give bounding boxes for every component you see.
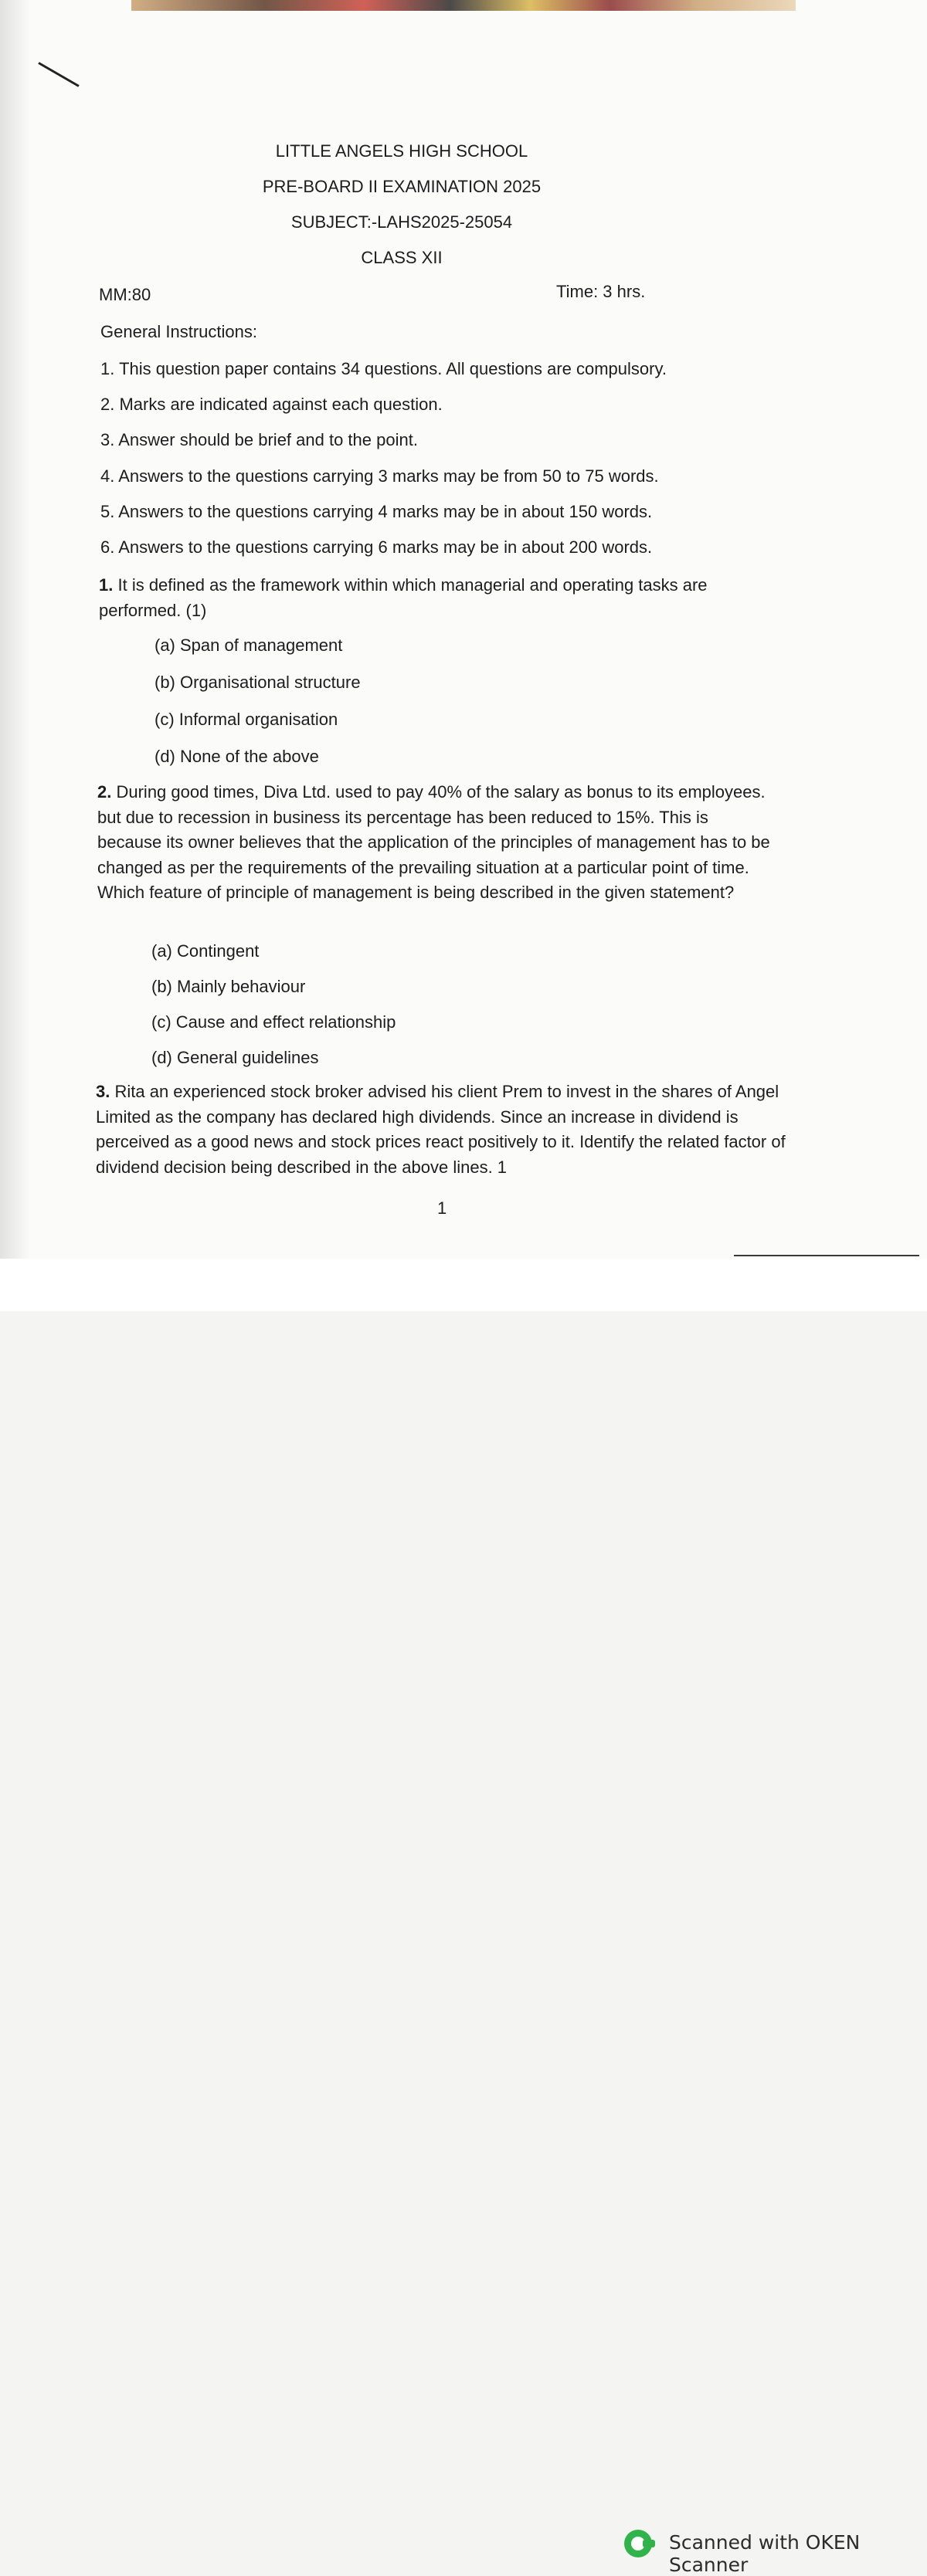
scanner-logo-icon [624,2530,652,2557]
option-c: (c) Informal organisation [154,710,338,729]
school-name: LITTLE ANGELS HIGH SCHOOL [275,141,528,161]
instruction-item: 5. Answers to the questions carrying 4 marks may be in about 150 words. [100,502,653,521]
option-a: (a) Span of management [154,636,343,655]
instruction-item: 4. Answers to the questions carrying 3 marks may be from 50 to 75 words. [100,466,659,486]
question-2 [97,780,777,906]
pen-mark [38,62,79,87]
question-number: 1. [99,575,114,595]
question-1 [99,573,779,623]
scanner-watermark-text: Scanned with OKEN Scanner [669,2531,861,2576]
option-b: (b) Organisational structure [154,673,361,692]
instruction-item: 6. Answers to the questions carrying 6 marks may be in about 200 words. [100,537,653,557]
option-d: (d) General guidelines [151,1048,319,1067]
instruction-item: 3. Answer should be brief and to the point. [100,430,418,449]
scanned-page [0,0,927,1259]
instructions-title: General Instructions: [100,322,257,341]
class-label: CLASS XII [361,248,443,267]
question-text: Rita an experienced stock broker advised his client Prem to invest in the shares of Angel Limited as the company has declared high dividends. Since an increase in dividend is perceived as a good news and stock prices react positively to it. Identify the related factor of dividend decision being described in the above lines. 1 [96,1082,786,1177]
option-c: (c) Cause and effect relationship [151,1012,396,1032]
question-3 [96,1080,791,1180]
question-number: 2. [97,782,112,802]
instruction-item: 2. Marks are indicated against each question. [100,395,443,414]
subject-code: SUBJECT:-LAHS2025-25054 [290,212,513,232]
exam-time: Time: 3 hrs. [556,282,646,301]
exam-title: PRE-BOARD II EXAMINATION 2025 [262,177,542,196]
max-marks: MM:80 [99,285,151,304]
question-text: During good times, Diva Ltd. used to pay 40% of the salary as bonus to its employees. but due to recession in business its percentage has been reduced to 15%. This is because its owner believes that the application of the principles of management has to be changed as per the requirements of the prevailing situation at a particular point of time. Which feature of principle of management is being described in the given statement? [97,782,770,902]
page-number: 1 [437,1198,447,1218]
page-edge-shadow [0,0,31,1259]
top-decorative-stripe [131,0,796,11]
option-b: (b) Mainly behaviour [151,977,306,996]
option-d: (d) None of the above [154,747,319,766]
question-number: 3. [96,1082,110,1101]
option-a: (a) Contingent [151,941,260,961]
question-text: It is defined as the framework within which managerial and operating tasks are performed. (1) [99,575,708,620]
scanner-footer [0,1259,927,2576]
instruction-item: 1. This question paper contains 34 questions. All questions are compulsory. [100,359,667,378]
bottom-rule [734,1255,919,1256]
